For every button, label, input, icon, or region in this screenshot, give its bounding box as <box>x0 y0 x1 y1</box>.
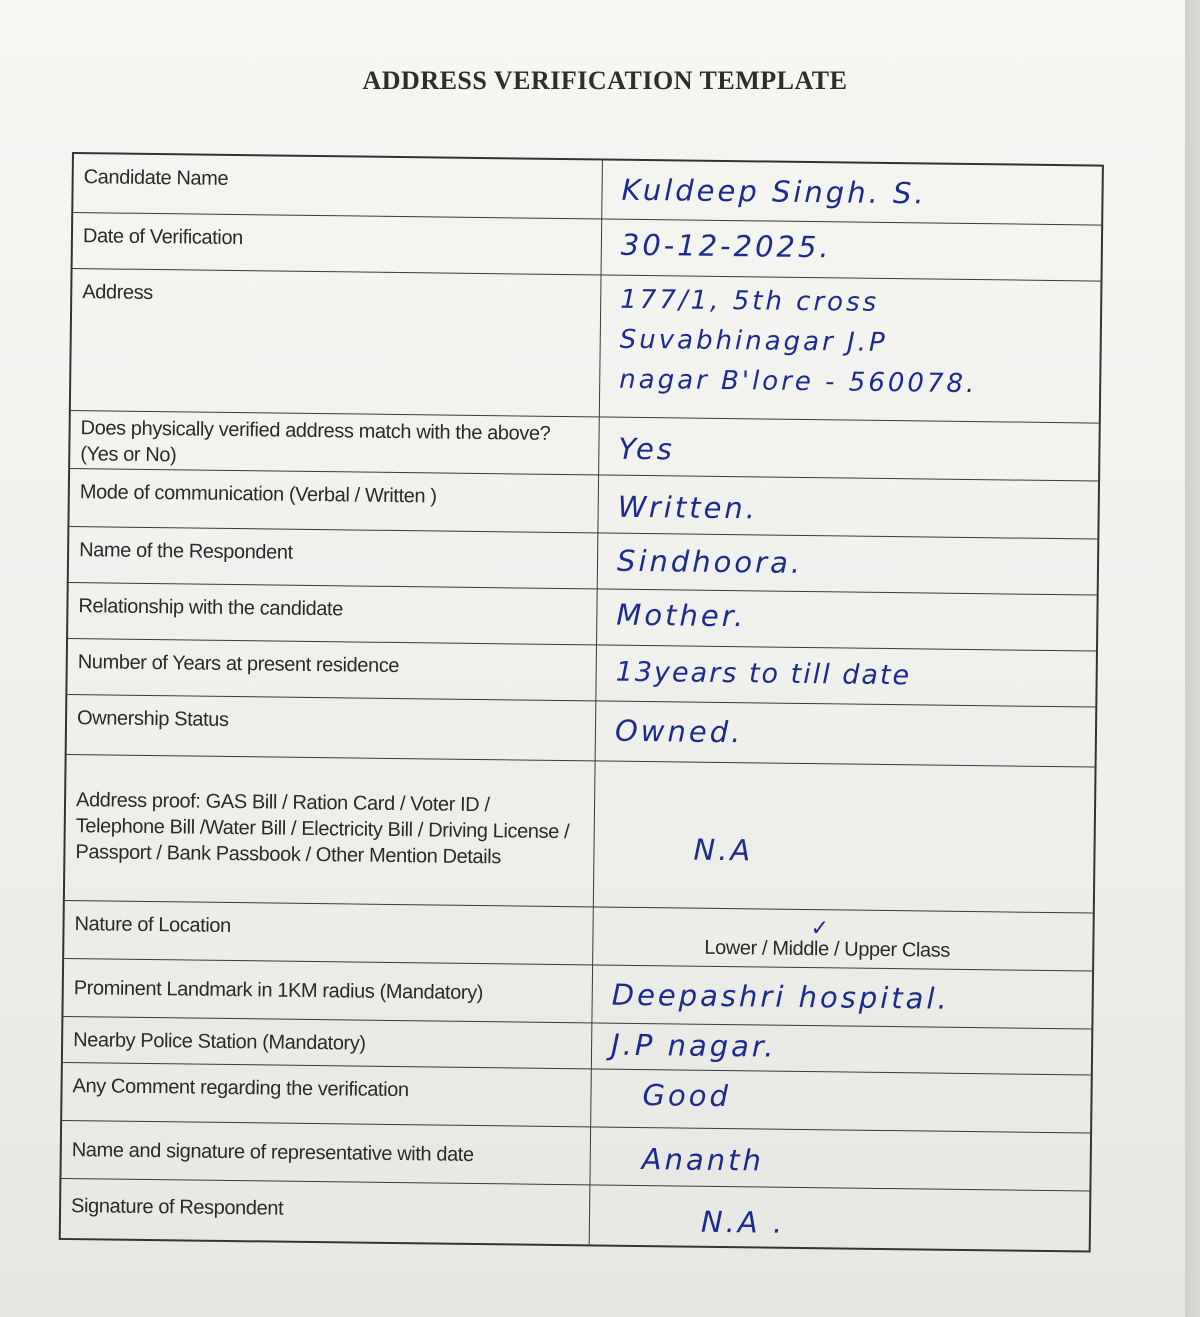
checkmark-icon: ✓ <box>810 916 830 942</box>
value-address <box>619 280 1090 406</box>
row-address <box>71 268 1101 423</box>
value-years-at-residence: 13years to till date <box>615 656 912 692</box>
value-ownership-status: Owned. <box>614 713 744 750</box>
value-address-match: Yes <box>618 431 676 467</box>
location-class-options: Lower / Middle / Upper Class <box>704 936 951 962</box>
label-candidate-name: Candidate Name <box>83 166 229 190</box>
value-date-of-verification: 30-12-2025. <box>620 227 832 265</box>
verification-table <box>59 152 1104 1253</box>
label-landmark: Prominent Landmark in 1KM radius (Mandatory) <box>73 977 484 1005</box>
label-address: Address <box>82 281 153 304</box>
value-address-proof: N.A <box>693 832 754 868</box>
label-mode-of-communication: Mode of communication (Verbal / Written ) <box>79 481 437 508</box>
value-candidate-name: Kuldeep Singh. S. <box>621 172 927 211</box>
row-address-proof <box>65 754 1095 913</box>
value-police-station: J.P nagar. <box>610 1027 777 1064</box>
label-address-match: Does physically verified address match with the above?(Yes or No) <box>80 417 551 467</box>
label-police-station: Nearby Police Station (Mandatory) <box>73 1029 366 1055</box>
value-mode-of-communication: Written. <box>617 489 759 526</box>
label-address-proof: Address proof: GAS Bill / Ration Card / Voter ID / Telephone Bill /Water Bill / Electricity Bill / Driving License / Passport / Bank Passbook / Other Mention Details <box>75 789 570 869</box>
value-landmark: Deepashri hospital. <box>611 977 950 1016</box>
label-respondent-signature: Signature of Respondent <box>70 1195 284 1220</box>
address-line-1: 177/1, 5th cross <box>620 284 880 318</box>
label-comment: Any Comment regarding the verification <box>72 1075 409 1102</box>
label-ownership-status: Ownership Status <box>76 707 229 731</box>
value-respondent-signature: N.A . <box>700 1204 786 1240</box>
label-representative: Name and signature of representative with date <box>71 1139 474 1166</box>
address-line-3: nagar B'lore - 560078. <box>619 364 978 400</box>
label-nature-of-location: Nature of Location <box>74 913 231 937</box>
row-respondent-signature <box>61 1178 1090 1253</box>
label-date-of-verification: Date of Verification <box>82 225 243 250</box>
representative-signature: Ananth <box>641 1142 765 1178</box>
address-line-2: Suvabhinagar J.P <box>619 324 888 358</box>
label-years-at-residence: Number of Years at present residence <box>77 651 400 678</box>
label-relationship: Relationship with the candidate <box>78 595 344 621</box>
form-title: ADDRESS VERIFICATION TEMPLATE <box>362 66 848 95</box>
value-relationship: Mother. <box>616 597 747 634</box>
value-comment: Good <box>642 1078 732 1114</box>
value-respondent-name: Sindhoora. <box>616 543 804 580</box>
paper-edge <box>1185 0 1200 1317</box>
label-respondent-name: Name of the Respondent <box>79 539 293 564</box>
